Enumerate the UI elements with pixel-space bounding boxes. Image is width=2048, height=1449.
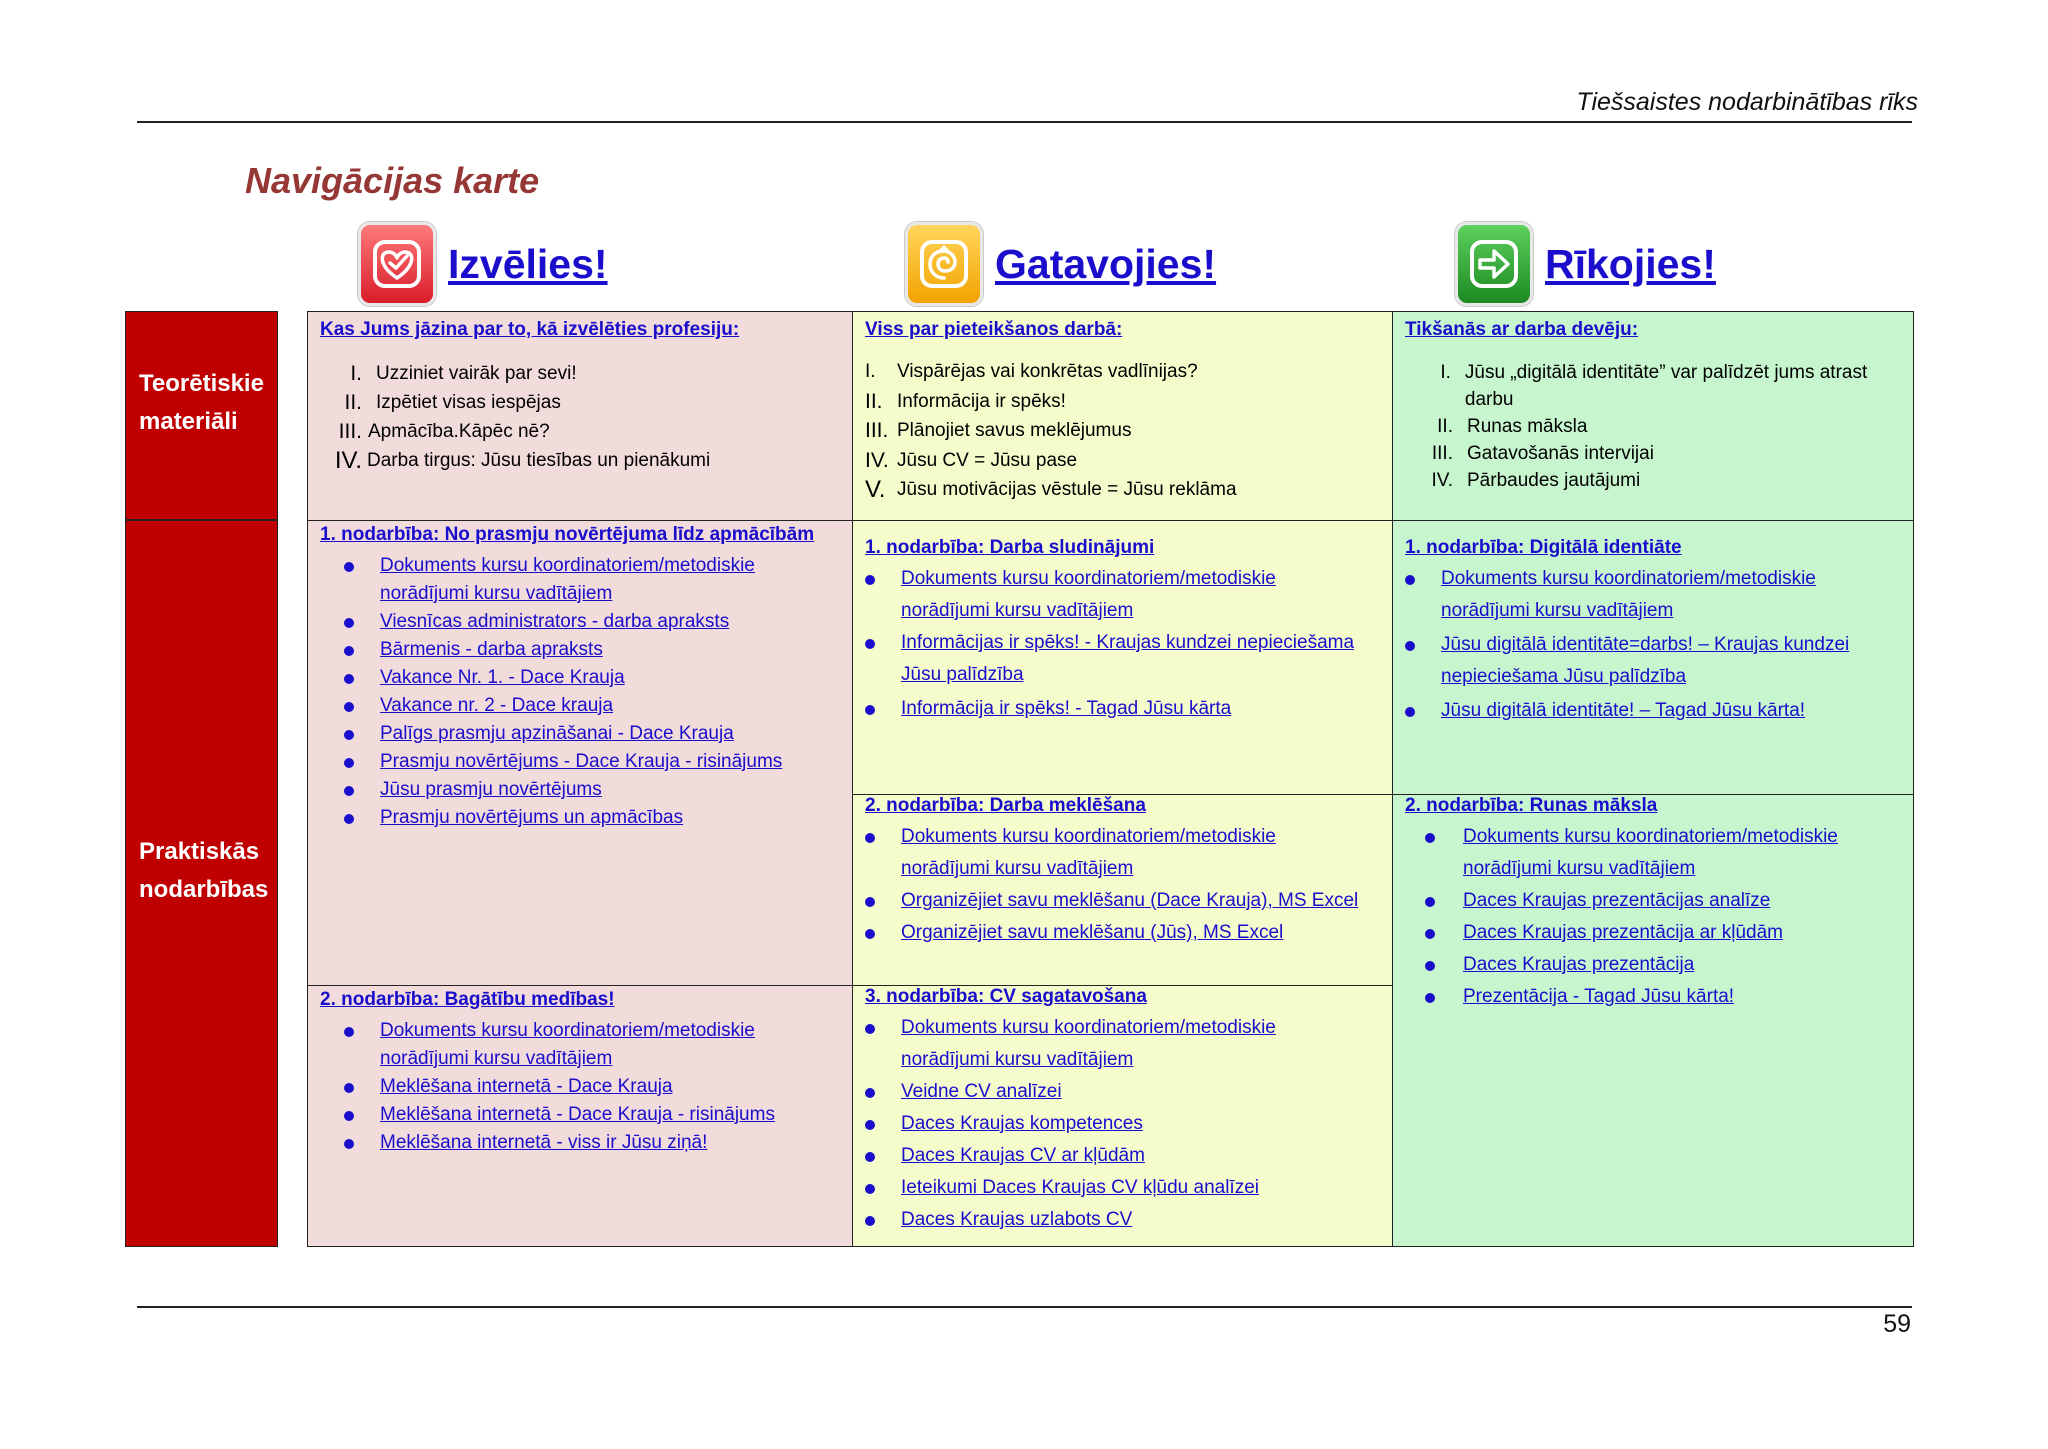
resource-link[interactable]: Meklēšana internetā - Dace Krauja	[380, 1076, 673, 1097]
list-item	[865, 1204, 1380, 1236]
practice-cell-rikojies-1	[1392, 520, 1914, 796]
theory-list-izvelies	[320, 359, 840, 475]
list-item: II. Runas māksla	[1437, 416, 1588, 437]
bullet-icon	[344, 674, 354, 684]
bullet-icon	[865, 575, 875, 585]
practice-cell-izvelies-1	[307, 520, 853, 987]
list-item: III. Plānojiet savus meklējumus	[865, 419, 1132, 442]
resource-link[interactable]: Organizējiet savu meklēšanu (Dace Krauja), MS Excel	[901, 890, 1359, 911]
bullet-icon	[1425, 897, 1435, 907]
list-item: III. Gatavošanās intervijai	[1431, 443, 1654, 464]
resource-link[interactable]: Palīgs prasmju apzināšanai - Dace Krauja	[380, 723, 734, 744]
list-item: I. Uzziniet vairāk par sevi!	[350, 362, 577, 385]
bullet-icon	[1425, 929, 1435, 939]
list-item	[1405, 629, 1901, 693]
resource-link[interactable]: Bārmenis - darba apraksts	[380, 639, 603, 660]
bullet-icon	[865, 1024, 875, 1034]
bullet-icon	[865, 833, 875, 843]
resource-link[interactable]: Dokuments kursu koordinatoriem/metodiskie norādījumi kursu vadītājiem	[380, 1020, 755, 1069]
lesson-title[interactable]: 2. nodarbība: Darba meklēšana	[865, 795, 1146, 816]
theory-list-rikojies	[1405, 359, 1901, 494]
resource-link[interactable]: Daces Kraujas prezentācija ar kļūdām	[1463, 922, 1783, 943]
lesson-links	[865, 1012, 1380, 1236]
list-item: I. Vispārējas vai konkrētas vadlīnijas?	[865, 361, 1198, 382]
bullet-icon	[344, 1111, 354, 1121]
list-item	[344, 1129, 840, 1157]
bullet-icon	[865, 1216, 875, 1226]
resource-link[interactable]: Prasmju novērtējums un apmācības	[380, 807, 684, 828]
section-link-izvelies[interactable]: Izvēlies!	[448, 240, 608, 287]
list-item: IV. Pārbaudes jautājumi	[1431, 470, 1641, 491]
bullet-icon	[344, 730, 354, 740]
bullet-icon	[344, 1027, 354, 1037]
lesson-links	[1405, 821, 1901, 1013]
bullet-icon	[344, 786, 354, 796]
bullet-icon	[1405, 707, 1415, 717]
lesson-title[interactable]: 2. nodarbība: Runas māksla	[1405, 795, 1658, 816]
bullet-icon	[344, 562, 354, 572]
row-label-theory: Teorētiskie materiāli	[125, 311, 278, 520]
bullet-icon	[1405, 575, 1415, 585]
resource-link[interactable]: Organizējiet savu meklēšanu (Jūs), MS Excel	[901, 922, 1284, 943]
list-item	[865, 1108, 1380, 1140]
resource-link[interactable]: Daces Kraujas kompetences	[901, 1113, 1143, 1134]
lesson-links	[320, 552, 840, 832]
list-item	[1425, 949, 1901, 981]
list-item: IV. Darba tirgus: Jūsu tiesības un pienākumi	[334, 447, 711, 474]
lesson-links	[865, 563, 1380, 725]
resource-link[interactable]: Jūsu prasmju novērtējums	[380, 779, 602, 800]
resource-link[interactable]: Prasmju novērtējums - Dace Krauja - risinājums	[380, 751, 783, 772]
practice-cell-gatavojies-2	[852, 794, 1393, 987]
resource-link[interactable]: Meklēšana internetā - Dace Krauja - risinājums	[380, 1104, 775, 1125]
bullet-icon	[1425, 993, 1435, 1003]
bullet-icon	[865, 639, 875, 649]
lesson-title[interactable]: 2. nodarbība: Bagātību medības!	[320, 989, 615, 1010]
swirl-icon	[905, 222, 983, 306]
bullet-icon	[865, 897, 875, 907]
list-item: II. Informācija ir spēks!	[865, 389, 1066, 413]
bullet-icon	[344, 1083, 354, 1093]
list-item: V. Jūsu motivācijas vēstule = Jūsu reklāma	[865, 476, 1237, 503]
resource-link[interactable]: Dokuments kursu koordinatoriem/metodiskie norādījumi kursu vadītājiem	[1463, 826, 1838, 879]
list-item	[865, 1012, 1380, 1076]
bullet-icon	[344, 758, 354, 768]
section-link-rikojies[interactable]: Rīkojies!	[1545, 240, 1716, 287]
heart-check-icon	[358, 222, 436, 306]
bullet-icon	[865, 1088, 875, 1098]
list-item	[865, 917, 1380, 949]
list-item: II. Izpētiet visas iespējas	[344, 391, 561, 414]
theory-list-gatavojies	[865, 357, 1380, 505]
bullet-icon	[865, 929, 875, 939]
lesson-title[interactable]: 3. nodarbība: CV sagatavošana	[865, 986, 1147, 1007]
list-item	[865, 693, 1380, 725]
list-item	[865, 563, 1380, 627]
practice-cell-rikojies-2	[1392, 794, 1914, 1247]
list-item	[1425, 821, 1901, 885]
list-item	[1425, 981, 1901, 1013]
lesson-title[interactable]: 1. nodarbība: Digitālā identiāte	[1405, 537, 1682, 558]
list-item	[1405, 695, 1901, 727]
resource-link[interactable]: Veidne CV analīzei	[901, 1081, 1062, 1102]
list-item	[344, 608, 840, 636]
list-item: III. Apmācība.Kāpēc nē?	[338, 420, 550, 443]
list-item	[865, 1076, 1380, 1108]
bullet-icon	[1425, 961, 1435, 971]
practice-cell-izvelies-2	[307, 985, 853, 1247]
theory-title-rikojies[interactable]: Tikšanās ar darba devēju:	[1405, 319, 1639, 340]
resource-link[interactable]: Meklēšana internetā - viss ir Jūsu ziņā!	[380, 1132, 708, 1153]
list-item	[865, 627, 1380, 691]
resource-link[interactable]: Dokuments kursu koordinatoriem/metodiskie norādījumi kursu vadītājiem	[901, 1017, 1276, 1070]
row-label-practice: Praktiskās nodarbības	[125, 520, 278, 1247]
list-item: I. Jūsu „digitālā identitāte” var palīdzēt jums atrast darbu	[1440, 362, 1868, 410]
theory-cell-gatavojies	[852, 311, 1393, 521]
theory-title-gatavojies[interactable]: Viss par pieteikšanos darbā:	[865, 319, 1123, 340]
resource-link[interactable]: Daces Kraujas prezentācija	[1463, 954, 1695, 975]
theory-cell-rikojies	[1392, 311, 1914, 521]
resource-link[interactable]: Dokuments kursu koordinatoriem/metodiskie norādījumi kursu vadītājiem	[901, 826, 1276, 879]
list-item	[344, 748, 840, 776]
list-item	[344, 720, 840, 748]
theory-cell-izvelies	[307, 311, 853, 521]
resource-link[interactable]: Dokuments kursu koordinatoriem/metodiskie norādījumi kursu vadītājiem	[380, 555, 755, 604]
list-item	[344, 1101, 840, 1129]
arrow-right-icon	[1455, 222, 1533, 306]
lesson-title[interactable]: 1. nodarbība: No prasmju novērtējuma līdz apmācībām	[320, 524, 815, 545]
bullet-icon	[865, 1152, 875, 1162]
resource-link[interactable]: Jūsu digitālā identitāte=darbs! – Kraujas kundzei nepieciešama Jūsu palīdzība	[1441, 634, 1850, 687]
practice-cell-gatavojies-3	[852, 985, 1393, 1247]
list-item	[344, 1073, 840, 1101]
lesson-links	[320, 1017, 840, 1157]
list-item	[344, 692, 840, 720]
lesson-links	[865, 821, 1380, 949]
bullet-icon	[1425, 833, 1435, 843]
resource-link[interactable]: Informācija ir spēks! - Tagad Jūsu kārta	[901, 698, 1232, 719]
lesson-title[interactable]: 1. nodarbība: Darba sludinājumi	[865, 537, 1155, 558]
practice-cell-gatavojies-1	[852, 520, 1393, 796]
list-item: IV. Jūsu CV = Jūsu pase	[865, 448, 1078, 472]
resource-link[interactable]: Ieteikumi Daces Kraujas CV kļūdu analīzei	[901, 1177, 1260, 1198]
resource-link[interactable]: Vakance Nr. 1. - Dace Krauja	[380, 667, 625, 688]
lesson-links	[1405, 563, 1901, 727]
bullet-icon	[344, 1139, 354, 1149]
list-item	[865, 1140, 1380, 1172]
bullet-icon	[344, 814, 354, 824]
bullet-icon	[865, 1184, 875, 1194]
page-number: 59	[1883, 1310, 1911, 1338]
bullet-icon	[344, 618, 354, 628]
section-link-gatavojies[interactable]: Gatavojies!	[995, 240, 1217, 287]
page-heading: Navigācijas karte	[245, 160, 540, 201]
list-item	[865, 821, 1380, 885]
list-item	[344, 636, 840, 664]
theory-title-izvelies[interactable]: Kas Jums jāzina par to, kā izvēlēties profesiju:	[320, 319, 740, 340]
list-item	[865, 1172, 1380, 1204]
section-gatavojies	[905, 222, 1216, 306]
list-item	[865, 885, 1380, 917]
resource-link[interactable]: Viesnīcas administrators - darba apraksts	[380, 611, 730, 632]
bullet-icon	[865, 1120, 875, 1130]
list-item	[344, 804, 840, 832]
resource-link[interactable]: Daces Kraujas prezentācijas analīze	[1463, 890, 1771, 911]
list-item	[344, 1017, 840, 1073]
resource-link[interactable]: Jūsu digitālā identitāte! – Tagad Jūsu kārta!	[1441, 700, 1806, 721]
list-item	[344, 552, 840, 608]
bullet-icon	[344, 646, 354, 656]
bullet-icon	[865, 705, 875, 715]
footer-rule	[137, 1306, 1912, 1308]
list-item	[1425, 885, 1901, 917]
resource-link[interactable]: Dokuments kursu koordinatoriem/metodiskie norādījumi kursu vadītājiem	[1441, 568, 1816, 621]
section-izvelies	[358, 222, 608, 306]
resource-link[interactable]: Vakance nr. 2 - Dace krauja	[380, 695, 614, 716]
resource-link[interactable]: Informācijas ir spēks! - Kraujas kundzei nepieciešama Jūsu palīdzība	[901, 632, 1355, 685]
resource-link[interactable]: Daces Kraujas CV ar kļūdām	[901, 1145, 1145, 1166]
running-title: Tiešsaistes nodarbinātības rīks	[1576, 88, 1918, 116]
header-rule	[137, 121, 1912, 123]
bullet-icon	[344, 702, 354, 712]
section-rikojies	[1455, 222, 1716, 306]
resource-link[interactable]: Daces Kraujas uzlabots CV	[901, 1209, 1133, 1230]
resource-link[interactable]: Prezentācija - Tagad Jūsu kārta!	[1463, 986, 1735, 1007]
list-item	[1425, 917, 1901, 949]
list-item	[344, 664, 840, 692]
list-item	[344, 776, 840, 804]
resource-link[interactable]: Dokuments kursu koordinatoriem/metodiskie norādījumi kursu vadītājiem	[901, 568, 1276, 621]
bullet-icon	[1405, 641, 1415, 651]
list-item	[1405, 563, 1901, 627]
